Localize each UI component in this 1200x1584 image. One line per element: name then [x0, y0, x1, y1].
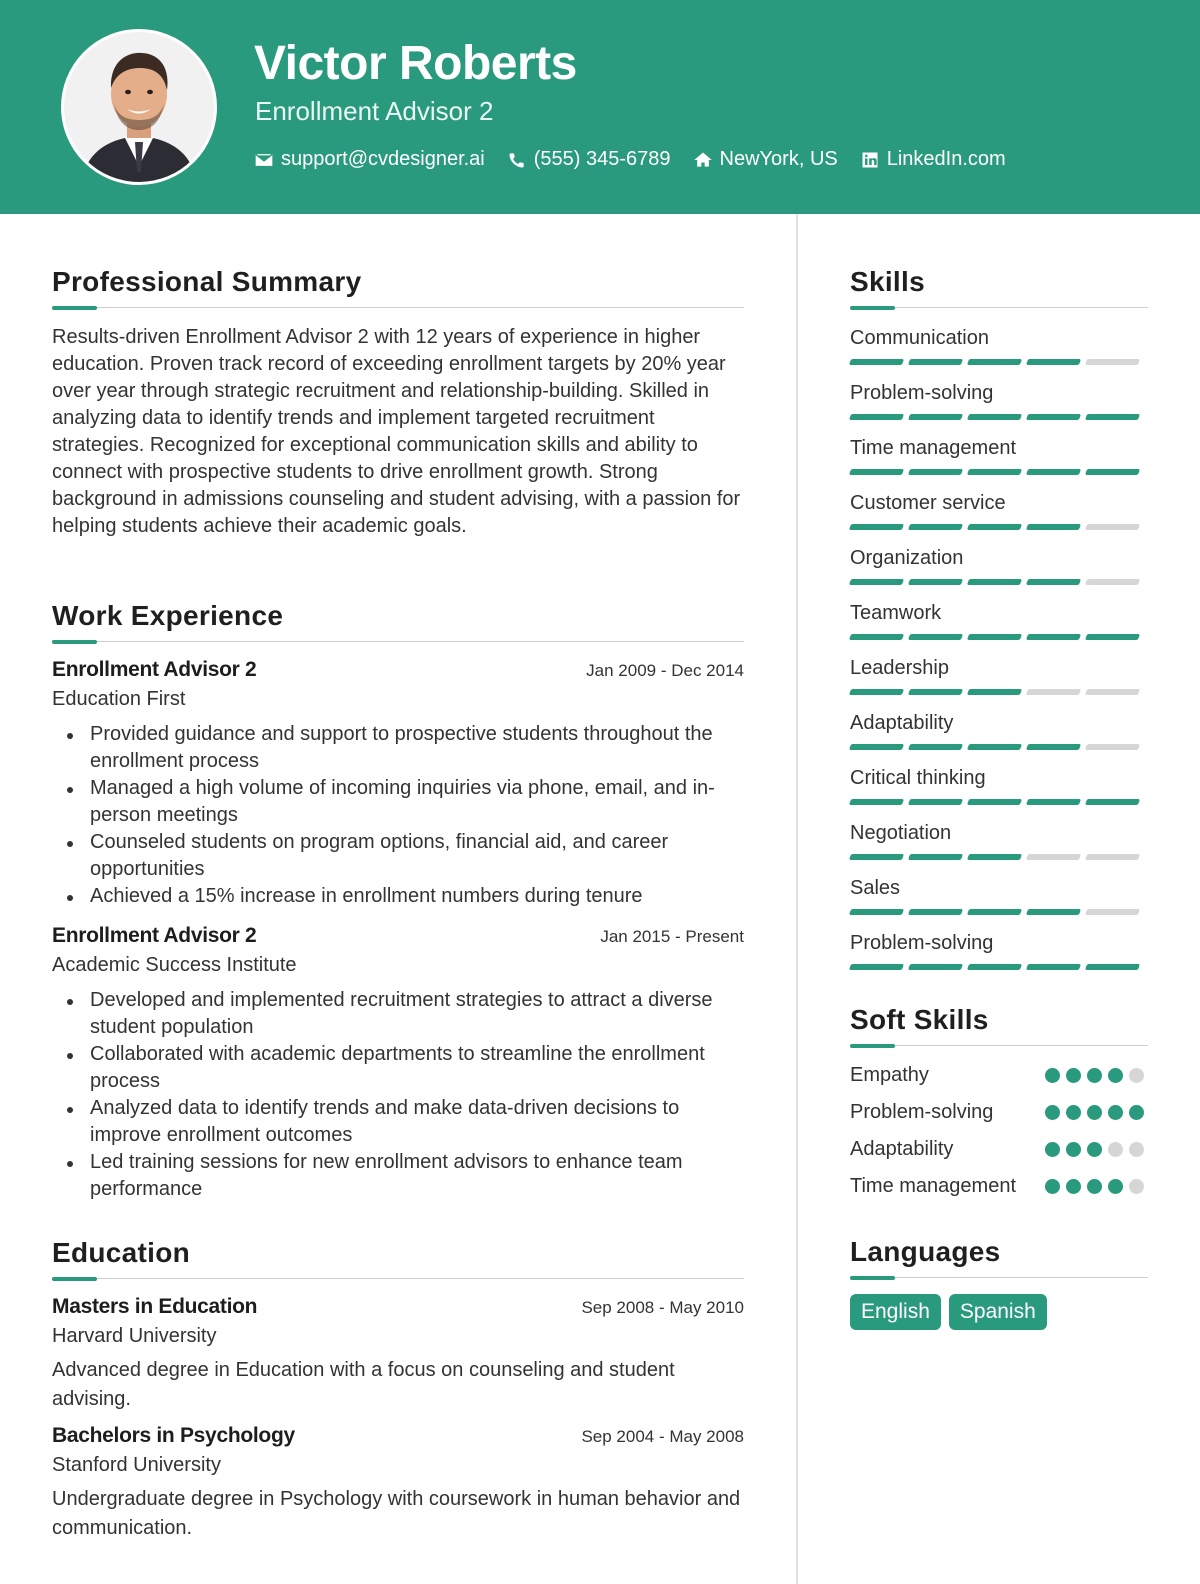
contact-location [693, 148, 838, 171]
skill-item [850, 874, 1148, 915]
rating-segment [1085, 744, 1140, 750]
avatar-illustration [64, 32, 214, 182]
rating-segment [908, 524, 963, 530]
section-heading: Languages [850, 1236, 1001, 1267]
home-icon [693, 150, 713, 170]
rating-segment [967, 964, 1022, 970]
soft-skill-rating [1045, 1179, 1144, 1194]
rating-dot [1108, 1142, 1123, 1157]
contact-location-text: NewYork, US [719, 148, 838, 170]
experience-section [52, 596, 744, 1203]
skill-rating-bar [850, 909, 1148, 915]
languages-section [850, 1232, 1148, 1330]
envelope-icon [254, 150, 274, 170]
rating-segment [1085, 689, 1140, 695]
job-bullet: Provided guidance and support to prospective students throughout the enrollment process [52, 721, 744, 775]
education-description: Advanced degree in Education with a focus on counseling and student advising. [52, 1359, 675, 1410]
summary-text: Results-driven Enrollment Advisor 2 with 12 years of experience in higher education. Proven track record of exceeding enrollment targets by 20% year over year through strategic recruitment and relationship-building. Skilled in analyzing data to identify trends and implement targeted recruitment strategies. Recognized for exceptional communication skills and ability to connect with prospective students to drive enrollment growth. Strong background in admissions counseling and student advising, with a passion for helping students achieve their academic goals. [52, 326, 741, 537]
skill-rating-bar [850, 469, 1148, 475]
skill-rating-bar [850, 359, 1148, 365]
rating-segment [1085, 854, 1140, 860]
rating-segment [908, 744, 963, 750]
job-bullets [52, 987, 744, 1203]
rating-dot [1066, 1142, 1081, 1157]
rating-dot [1087, 1105, 1102, 1120]
rating-segment [1026, 579, 1081, 585]
section-underline [52, 640, 744, 644]
skill-item [850, 379, 1148, 420]
school-name: Harvard University [52, 1325, 217, 1347]
skills-list [850, 324, 1148, 970]
skill-item [850, 654, 1148, 695]
soft-skill-item [850, 1099, 1148, 1126]
rating-segment [1026, 799, 1081, 805]
soft-skill-item [850, 1173, 1148, 1200]
job-bullet: Developed and implemented recruitment strategies to attract a diverse student population [52, 987, 744, 1041]
rating-segment [849, 909, 904, 915]
rating-segment [967, 579, 1022, 585]
rating-segment [1026, 359, 1081, 365]
rating-dot [1066, 1068, 1081, 1083]
soft-skills-list [850, 1062, 1148, 1200]
rating-dot [1066, 1179, 1081, 1194]
job-title: Enrollment Advisor 2 [52, 924, 257, 947]
rating-segment [849, 634, 904, 640]
resume-header [0, 0, 1200, 214]
column-divider [796, 214, 798, 1584]
skill-name: Customer service [850, 492, 1006, 514]
rating-dot [1087, 1068, 1102, 1083]
rating-segment [1026, 469, 1081, 475]
skill-item [850, 764, 1148, 805]
rating-dot [1045, 1105, 1060, 1120]
job-bullets [52, 721, 744, 910]
rating-dot [1108, 1068, 1123, 1083]
linkedin-icon [860, 150, 880, 170]
skill-item [850, 819, 1148, 860]
skill-name: Communication [850, 327, 989, 349]
degree-title: Masters in Education [52, 1295, 258, 1318]
rating-dot [1066, 1105, 1081, 1120]
skill-rating-bar [850, 634, 1148, 640]
contact-email[interactable] [254, 148, 485, 171]
rating-segment [967, 854, 1022, 860]
rating-segment [849, 799, 904, 805]
rating-segment [967, 634, 1022, 640]
rating-segment [908, 634, 963, 640]
soft-skills-section [850, 1000, 1148, 1200]
skill-name: Problem-solving [850, 932, 994, 954]
contact-bar [254, 148, 1006, 171]
skill-name: Leadership [850, 657, 949, 679]
skill-item [850, 599, 1148, 640]
job-dates: Jan 2015 - Present [600, 927, 744, 946]
section-underline [850, 306, 1148, 310]
skill-name: Teamwork [850, 602, 942, 624]
profile-photo [61, 29, 217, 185]
soft-skill-rating [1045, 1142, 1144, 1157]
skill-item [850, 489, 1148, 530]
rating-segment [849, 579, 904, 585]
soft-skill-item [850, 1062, 1148, 1089]
rating-segment [1085, 524, 1140, 530]
skill-item [850, 324, 1148, 365]
education-dates: Sep 2008 - May 2010 [581, 1298, 744, 1317]
skill-item [850, 434, 1148, 475]
rating-segment [1085, 469, 1140, 475]
skill-rating-bar [850, 964, 1148, 970]
contact-email-text: support@cvdesigner.ai [281, 148, 485, 170]
rating-segment [908, 689, 963, 695]
soft-skill-name: Empathy [850, 1064, 929, 1086]
rating-segment [1085, 799, 1140, 805]
skill-rating-bar [850, 414, 1148, 420]
skill-rating-bar [850, 744, 1148, 750]
job-company: Education First [52, 688, 186, 710]
soft-skill-rating [1045, 1068, 1144, 1083]
job-dates: Jan 2009 - Dec 2014 [586, 661, 744, 680]
language-tags [850, 1294, 1148, 1330]
job-entry [52, 658, 744, 910]
rating-segment [908, 854, 963, 860]
skill-item [850, 544, 1148, 585]
rating-segment [1085, 414, 1140, 420]
soft-skill-rating [1045, 1105, 1144, 1120]
rating-segment [849, 469, 904, 475]
soft-skill-name: Problem-solving [850, 1101, 994, 1123]
candidate-title: Enrollment Advisor 2 [255, 96, 494, 126]
rating-dot [1108, 1105, 1123, 1120]
job-bullet: Led training sessions for new enrollment advisors to enhance team performance [52, 1149, 744, 1203]
language-tag: English [850, 1294, 941, 1330]
soft-skill-name: Time management [850, 1175, 1016, 1197]
candidate-name: Victor Roberts [254, 37, 577, 90]
rating-segment [908, 579, 963, 585]
job-company: Academic Success Institute [52, 954, 297, 976]
rating-segment [908, 359, 963, 365]
job-bullet: Collaborated with academic departments to streamline the enrollment process [52, 1041, 744, 1095]
rating-segment [1085, 634, 1140, 640]
skill-name: Time management [850, 437, 1016, 459]
degree-title: Bachelors in Psychology [52, 1424, 295, 1447]
rating-dot [1045, 1068, 1060, 1083]
section-heading: Work Experience [52, 600, 284, 631]
contact-phone[interactable] [507, 148, 671, 171]
education-dates: Sep 2004 - May 2008 [581, 1427, 744, 1446]
rating-segment [1026, 854, 1081, 860]
rating-segment [1026, 744, 1081, 750]
education-entry [52, 1295, 744, 1414]
rating-dot [1087, 1142, 1102, 1157]
job-bullet: Counseled students on program options, financial aid, and career opportunities [52, 829, 744, 883]
rating-dot [1129, 1068, 1144, 1083]
rating-segment [849, 689, 904, 695]
section-underline [850, 1044, 1148, 1048]
rating-segment [1026, 524, 1081, 530]
job-bullet: Achieved a 15% increase in enrollment numbers during tenure [52, 883, 744, 910]
soft-skill-item [850, 1136, 1148, 1163]
phone-icon [507, 150, 527, 170]
rating-segment [1085, 909, 1140, 915]
skill-item [850, 929, 1148, 970]
skill-name: Critical thinking [850, 767, 986, 789]
education-section [52, 1233, 744, 1543]
job-bullet: Analyzed data to identify trends and make data-driven decisions to improve enrollment outcomes [52, 1095, 744, 1149]
rating-dot [1108, 1179, 1123, 1194]
section-underline [850, 1276, 1148, 1280]
school-name: Stanford University [52, 1454, 221, 1476]
rating-segment [908, 964, 963, 970]
rating-segment [849, 854, 904, 860]
summary-section [52, 262, 744, 540]
section-heading: Soft Skills [850, 1004, 989, 1035]
skill-name: Problem-solving [850, 382, 994, 404]
rating-segment [908, 469, 963, 475]
rating-segment [1085, 359, 1140, 365]
rating-dot [1045, 1142, 1060, 1157]
rating-segment [1026, 689, 1081, 695]
section-underline [52, 1277, 744, 1281]
skill-rating-bar [850, 689, 1148, 695]
skill-rating-bar [850, 799, 1148, 805]
rating-segment [967, 359, 1022, 365]
education-entry [52, 1424, 744, 1543]
job-bullet: Managed a high volume of incoming inquiries via phone, email, and in-person meetings [52, 775, 744, 829]
skill-rating-bar [850, 854, 1148, 860]
skills-section [850, 262, 1148, 970]
rating-segment [1026, 634, 1081, 640]
section-underline [52, 306, 744, 310]
skill-name: Adaptability [850, 712, 954, 734]
contact-phone-text: (555) 345-6789 [533, 148, 671, 170]
section-heading: Skills [850, 266, 925, 297]
job-title: Enrollment Advisor 2 [52, 658, 257, 681]
rating-segment [967, 689, 1022, 695]
skill-rating-bar [850, 579, 1148, 585]
rating-segment [967, 469, 1022, 475]
section-heading: Education [52, 1237, 191, 1268]
rating-segment [967, 744, 1022, 750]
skill-name: Sales [850, 877, 901, 899]
rating-segment [967, 524, 1022, 530]
rating-segment [1085, 964, 1140, 970]
rating-segment [967, 799, 1022, 805]
rating-segment [908, 909, 963, 915]
rating-segment [1026, 414, 1081, 420]
job-entry [52, 924, 744, 1203]
rating-segment [1026, 909, 1081, 915]
rating-segment [908, 799, 963, 805]
rating-segment [1026, 964, 1081, 970]
contact-linkedin[interactable] [860, 148, 1006, 171]
section-heading: Professional Summary [52, 266, 362, 297]
soft-skill-name: Adaptability [850, 1138, 954, 1160]
main-column [52, 262, 744, 1553]
rating-segment [849, 744, 904, 750]
rating-segment [967, 414, 1022, 420]
rating-segment [1085, 579, 1140, 585]
rating-segment [849, 524, 904, 530]
rating-segment [908, 414, 963, 420]
rating-dot [1045, 1179, 1060, 1194]
rating-segment [849, 964, 904, 970]
skill-name: Organization [850, 547, 964, 569]
rating-dot [1087, 1179, 1102, 1194]
rating-dot [1129, 1179, 1144, 1194]
sidebar-column [850, 262, 1148, 1330]
contact-linkedin-text: LinkedIn.com [886, 148, 1006, 170]
language-tag: Spanish [949, 1294, 1047, 1330]
rating-segment [849, 359, 904, 365]
skill-name: Negotiation [850, 822, 952, 844]
education-description: Undergraduate degree in Psychology with coursework in human behavior and communication. [52, 1488, 741, 1539]
rating-segment [849, 414, 904, 420]
rating-dot [1129, 1105, 1144, 1120]
rating-segment [967, 909, 1022, 915]
skill-rating-bar [850, 524, 1148, 530]
rating-dot [1129, 1142, 1144, 1157]
skill-item [850, 709, 1148, 750]
